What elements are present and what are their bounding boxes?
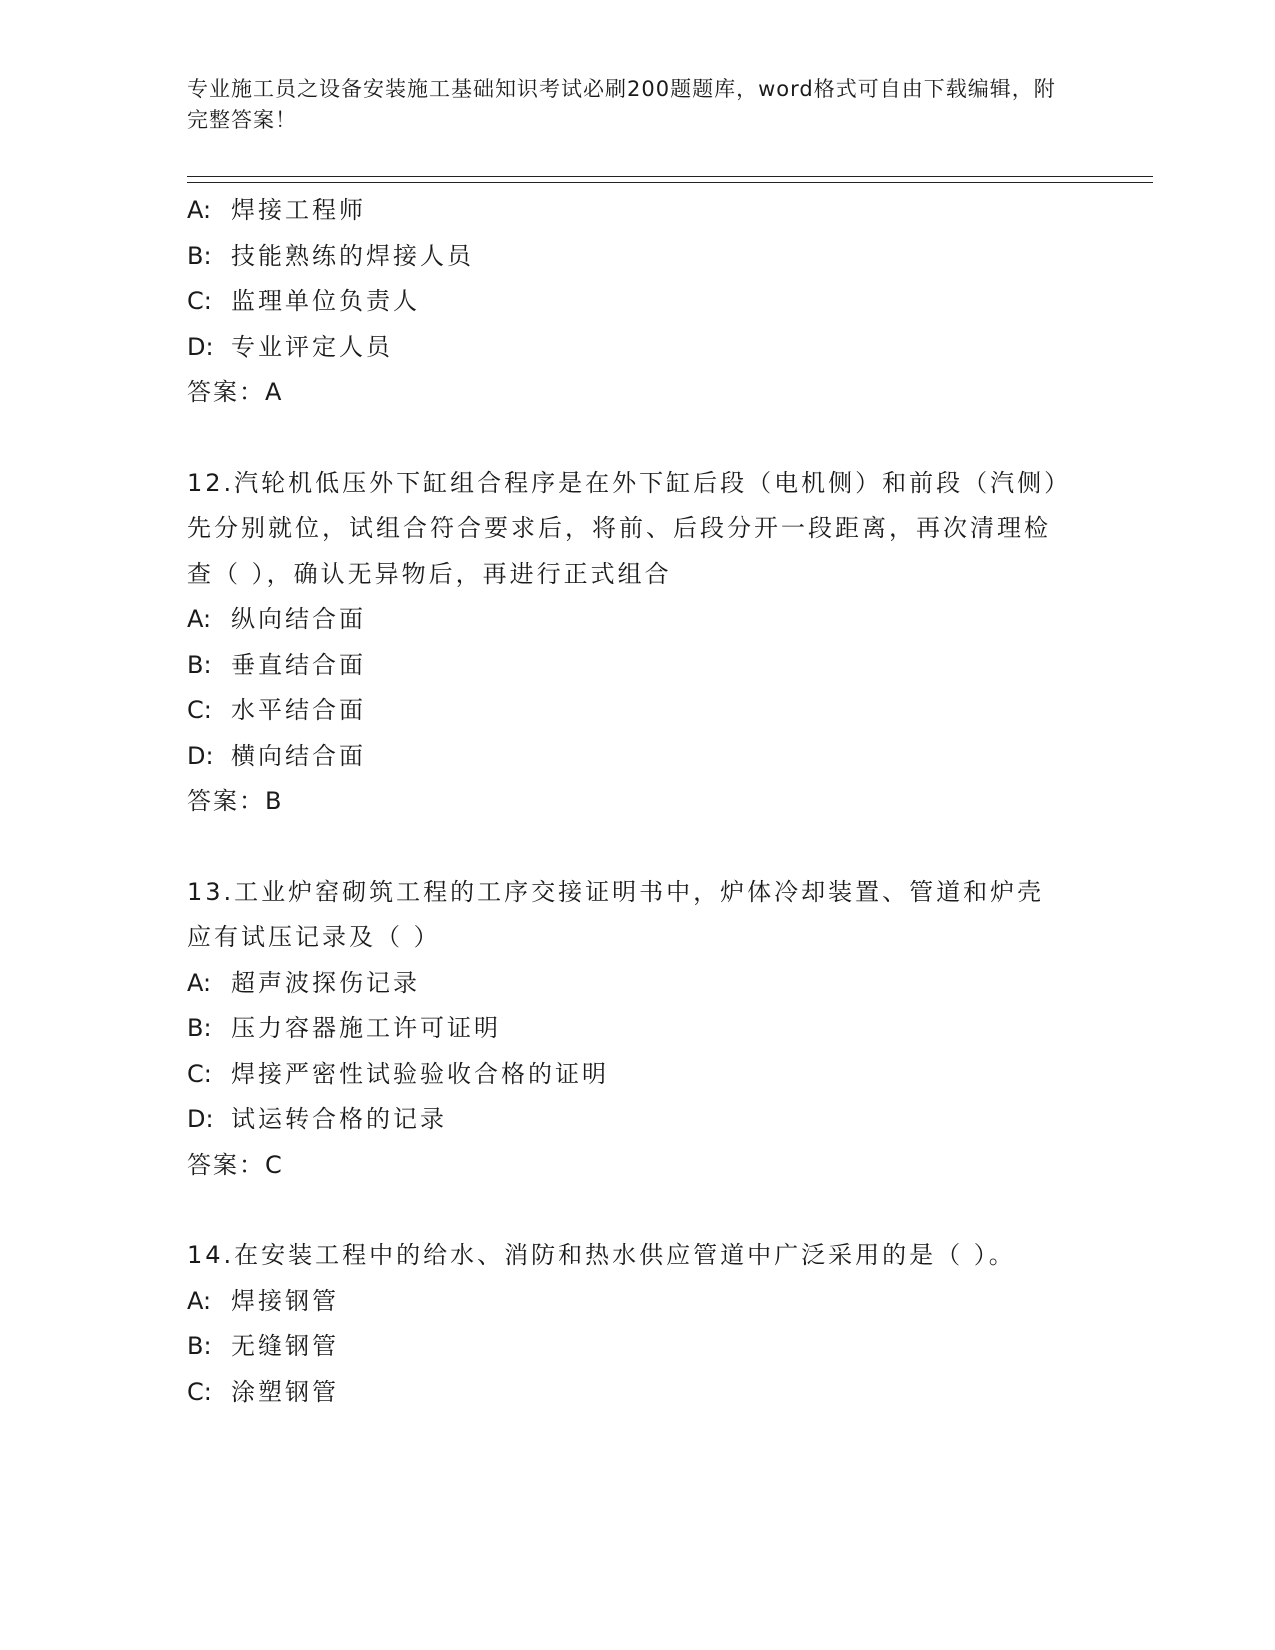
option-text: 无缝钢管 [231, 1332, 339, 1360]
option-b [187, 1324, 1087, 1370]
header-rule-bottom [187, 182, 1153, 183]
option-d [187, 325, 1087, 371]
option-letter: D: [187, 741, 214, 770]
option-text: 焊接工程师 [231, 196, 366, 224]
option-b [187, 1006, 1087, 1052]
option-text: 涂塑钢管 [231, 1377, 339, 1406]
option-text: 专业评定人员 [231, 332, 393, 361]
option-a [187, 188, 1087, 234]
option-b [187, 234, 1087, 280]
option-text: 横向结合面 [231, 741, 366, 770]
option-a [187, 961, 1087, 1007]
option-d [187, 734, 1087, 780]
document-header: 专业施工员之设备安装施工基础知识考试必刷200题题库，word格式可自由下载编辑，附完整答案！ [187, 77, 1056, 132]
question-text: 14.在安装工程中的给水、消防和热水供应管道中广泛采用的是（ ）。 [187, 1241, 1016, 1269]
question-list [187, 188, 1087, 1415]
option-text: 试运转合格的记录 [231, 1105, 447, 1133]
block-gap [187, 825, 1087, 870]
option-letter: A: [187, 196, 212, 224]
option-letter: B: [187, 241, 212, 270]
option-text: 水平结合面 [231, 696, 366, 724]
block-gap [187, 1188, 1087, 1233]
option-text: 压力容器施工许可证明 [231, 1014, 501, 1042]
question-block [187, 870, 1087, 1189]
header-rule-top [187, 176, 1153, 177]
option-letter: D: [187, 1105, 214, 1133]
question-text: 13.工业炉窑砌筑工程的工序交接证明书中，炉体冷却装置、管道和炉壳应有试压记录及（ ） [187, 877, 1045, 951]
option-c [187, 1370, 1087, 1416]
option-letter: A: [187, 968, 212, 997]
option-a [187, 1279, 1087, 1325]
question-text: 12.汽轮机低压外下缸组合程序是在外下缸后段（电机侧）和前段（汽侧）先分别就位，试组合符合要求后，将前、后段分开一段距离，再次清理检查（ ），确认无异物后，再进行正式组合 [187, 468, 1060, 588]
option-letter: C: [187, 696, 212, 724]
option-b [187, 643, 1087, 689]
option-letter: C: [187, 1377, 212, 1406]
option-letter: D: [187, 332, 214, 361]
option-letter: A: [187, 1286, 212, 1315]
option-letter: A: [187, 605, 212, 633]
answer-line: 答案：B [187, 787, 284, 815]
option-text: 垂直结合面 [231, 650, 366, 679]
option-text: 监理单位负责人 [231, 287, 420, 315]
option-letter: B: [187, 1014, 212, 1042]
question-block [187, 188, 1087, 416]
option-text: 纵向结合面 [231, 605, 366, 633]
option-letter: B: [187, 650, 212, 679]
question-block [187, 461, 1087, 825]
option-text: 技能熟练的焊接人员 [231, 241, 474, 270]
option-letter: B: [187, 1332, 212, 1360]
option-c [187, 279, 1087, 325]
option-letter: C: [187, 287, 212, 315]
option-d [187, 1097, 1087, 1143]
answer-line: 答案：A [187, 378, 284, 406]
block-gap [187, 416, 1087, 461]
answer-line: 答案：C [187, 1150, 284, 1179]
option-text: 焊接钢管 [231, 1286, 339, 1315]
question-block [187, 1233, 1087, 1415]
option-c [187, 1052, 1087, 1098]
option-c [187, 688, 1087, 734]
option-text: 超声波探伤记录 [231, 968, 420, 997]
option-letter: C: [187, 1059, 212, 1088]
option-text: 焊接严密性试验验收合格的证明 [231, 1059, 609, 1088]
option-a [187, 597, 1087, 643]
